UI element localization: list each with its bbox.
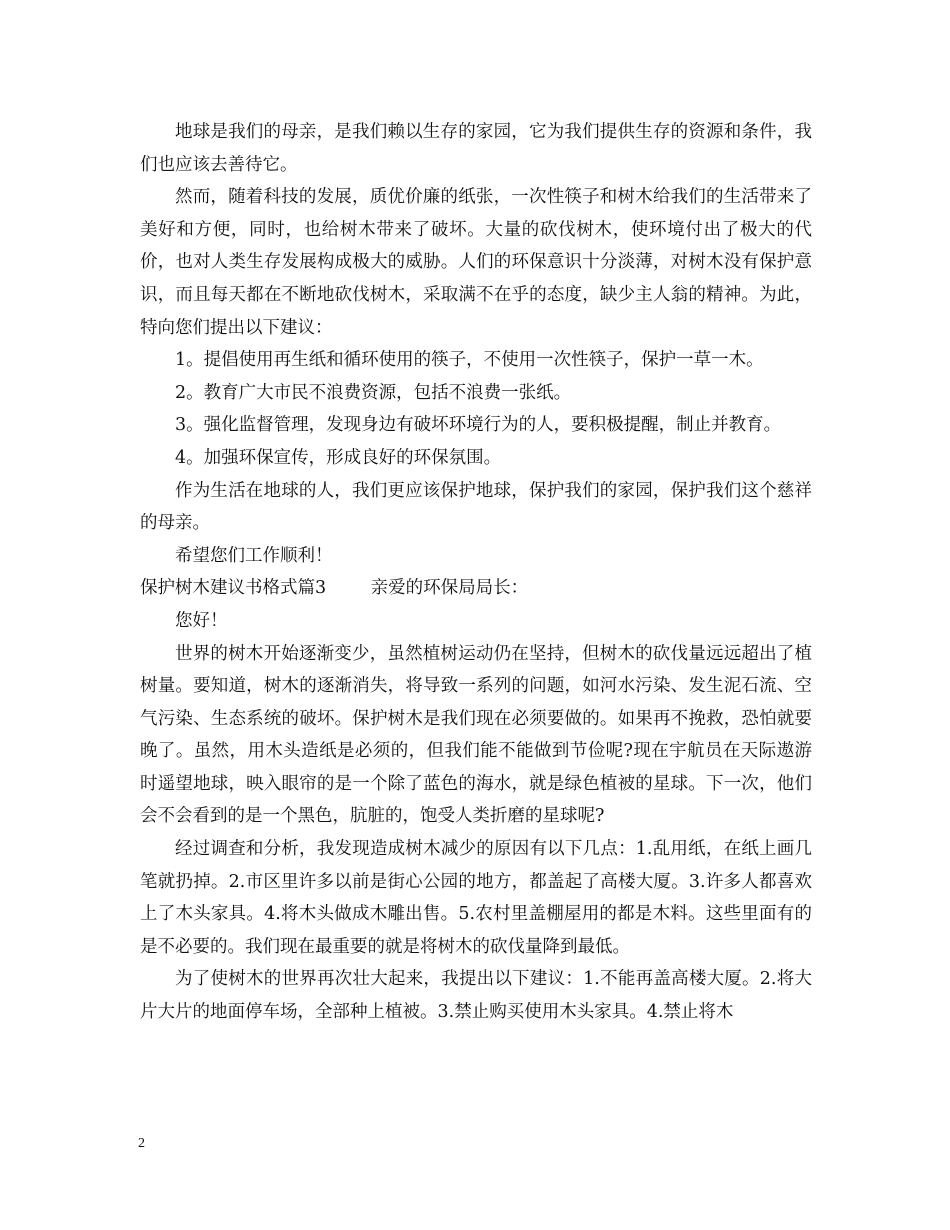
list-item: 4。加强环保宣传，形成良好的环保氛围。 (175, 447, 502, 468)
section-heading-line (140, 572, 812, 605)
salutation: 亲爱的环保局局长： (370, 578, 529, 599)
page-number: 2 (138, 1136, 145, 1151)
paragraph: 地球是我们的母亲，是我们赖以生存的家园，它为我们提供生存的资源和条件，我们也应该去善待它。 (140, 122, 812, 175)
greeting: 您好！ (175, 610, 228, 631)
list-item: 3。强化监督管理，发现身边有破坏环境行为的人，要积极提醒，制止并教育。 (175, 415, 782, 436)
list-item: 1。提倡使用再生纸和循环使用的筷子，不使用一次性筷子，保护一草一木。 (175, 350, 764, 371)
paragraph: 作为生活在地球的人，我们更应该保护地球，保护我们的家园，保护我们这个慈祥的母亲。 (140, 480, 812, 534)
paragraph: 为了使树木的世界再次壮大起来，我提出以下建议：1.不能再盖高楼大厦。2.将大片大片的地面停车场，全部种上植被。3.禁止购买使用木头家具。4.禁止将木 (140, 969, 812, 1023)
paragraph: 世界的树木开始逐渐变少，虽然植树运动仍在坚持，但树木的砍伐量远远超出了植树量。要知道，树木的逐渐消失，将导致一系列的问题，如河水污染、发生泥石流、空气污染、生态系统的破坏。保护树木是我们现在必须要做的。如果再不挽救，恐怕就要晚了。虽然，用木头造纸是必须的，但我们能不能做到节俭呢?现在宇航员在天际遨游时遥望地球，映入眼帘的是一个除了蓝色的海水，就是绿色植被的星球。下一次，他们会不会看到的是一个黑色，肮脏的，饱受人类折磨的星球呢? (140, 643, 812, 827)
paragraph: 经过调查和分析，我发现造成树木减少的原因有以下几点：1.乱用纸，在纸上画几笔就扔掉。2.市区里许多以前是街心公园的地方，都盖起了高楼大厦。3.许多人都喜欢上了木头家具。4.将木头做成木雕出售。5.农村里盖棚屋用的都是木料。这些里面有的是不必要的。我们现在最重要的就是将树木的砍伐量降到最低。 (140, 839, 812, 957)
document-body (140, 116, 812, 1029)
list-item: 2。教育广大市民不浪费资源，包括不浪费一张纸。 (175, 382, 572, 403)
paragraph: 然而，随着科技的发展，质优价廉的纸张，一次性筷子和树木给我们的生活带来了美好和方便，同时，也给树木带来了破坏。大量的砍伐树木，使环境付出了极大的代价，也对人类生存发展构成极大的威胁。人们的环保意识十分淡薄，对树木没有保护意识，而且每天都在不断地砍伐树木，采取满不在乎的态度，缺少主人翁的精神。为此，特向您们提出以下建议： (140, 187, 812, 338)
closing-wish: 希望您们工作顺利！ (175, 545, 333, 566)
section-title: 保护树木建议书格式篇3 (140, 578, 327, 599)
